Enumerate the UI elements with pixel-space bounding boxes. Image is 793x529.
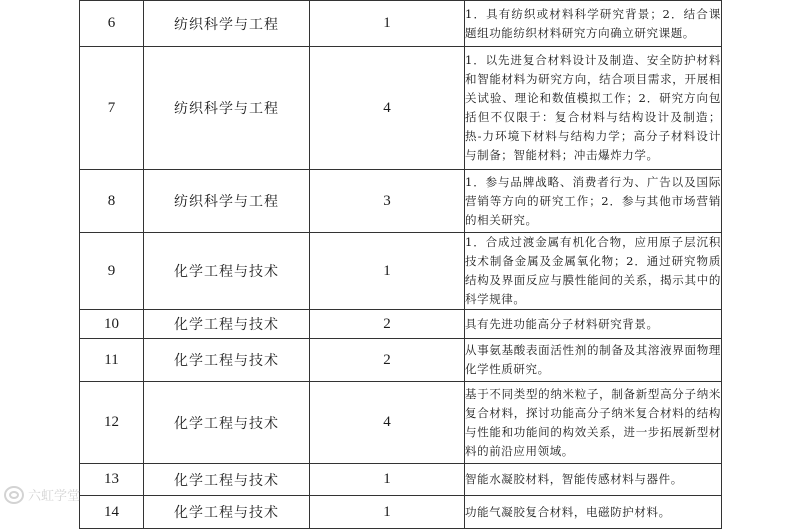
table-row <box>80 310 722 339</box>
count-cell: 4 <box>310 47 465 170</box>
table-row <box>80 1 722 47</box>
table-row <box>80 170 722 233</box>
row-number: 14 <box>80 496 144 529</box>
count-cell: 1 <box>310 464 465 496</box>
row-number: 10 <box>80 310 144 339</box>
major-cell: 化学工程与技术 <box>144 233 310 310</box>
description-cell: 1．具有纺织或材料科学研究背景；2．结合课题组功能纺织材料研究方向确立研究课题。 <box>465 1 722 47</box>
major-cell: 化学工程与技术 <box>144 382 310 464</box>
watermark-text: 六虹学堂 <box>28 489 81 504</box>
row-number: 13 <box>80 464 144 496</box>
major-cell: 化学工程与技术 <box>144 310 310 339</box>
major-cell: 纺织科学与工程 <box>144 170 310 233</box>
description-cell: 具有先进功能高分子材料研究背景。 <box>465 310 722 339</box>
description-cell: 1．合成过渡金属有机化合物，应用原子层沉积技术制备金属及金属氧化物；2．通过研究物质结构及界面反应与膜性能间的关系，揭示其中的科学规律。 <box>465 233 722 310</box>
row-number: 6 <box>80 1 144 47</box>
count-cell: 2 <box>310 339 465 382</box>
description-cell: 功能气凝胶复合材料，电磁防护材料。 <box>465 496 722 529</box>
description-cell: 基于不同类型的纳米粒子，制备新型高分子纳米复合材料，探讨功能高分子纳米复合材料的结构与性能和功能间的构效关系，进一步拓展新型材料的前沿应用领域。 <box>465 382 722 464</box>
count-cell: 1 <box>310 496 465 529</box>
major-cell: 纺织科学与工程 <box>144 1 310 47</box>
description-cell: 从事氨基酸表面活性剂的制备及其溶液界面物理化学性质研究。 <box>465 339 722 382</box>
table-row <box>80 382 722 464</box>
swirl-logo-icon <box>4 486 24 504</box>
major-cell: 纺织科学与工程 <box>144 47 310 170</box>
positions-table <box>79 0 722 529</box>
description-cell: 1．参与品牌战略、消费者行为、广告以及国际营销等方向的研究工作；2．参与其他市场营销的相关研究。 <box>465 170 722 233</box>
table-row <box>80 496 722 529</box>
count-cell: 2 <box>310 310 465 339</box>
description-cell: 1．以先进复合材料设计及制造、安全防护材料和智能材料为研究方向，结合项目需求，开展相关试验、理论和数值模拟工作；2．研究方向包括但不仅限于：复合材料与结构设计及制造；热-力环境下材料与结构力学；高分子材料设计与制备；智能材料；冲击爆炸力学。 <box>465 47 722 170</box>
row-number: 9 <box>80 233 144 310</box>
major-cell: 化学工程与技术 <box>144 339 310 382</box>
count-cell: 1 <box>310 1 465 47</box>
major-cell: 化学工程与技术 <box>144 464 310 496</box>
table-row <box>80 464 722 496</box>
row-number: 11 <box>80 339 144 382</box>
table-row <box>80 233 722 310</box>
description-cell: 智能水凝胶材料，智能传感材料与器件。 <box>465 464 722 496</box>
row-number: 12 <box>80 382 144 464</box>
row-number: 8 <box>80 170 144 233</box>
count-cell: 1 <box>310 233 465 310</box>
watermark <box>4 485 80 504</box>
table-row <box>80 47 722 170</box>
count-cell: 4 <box>310 382 465 464</box>
row-number: 7 <box>80 47 144 170</box>
table-row <box>80 339 722 382</box>
count-cell: 3 <box>310 170 465 233</box>
major-cell: 化学工程与技术 <box>144 496 310 529</box>
